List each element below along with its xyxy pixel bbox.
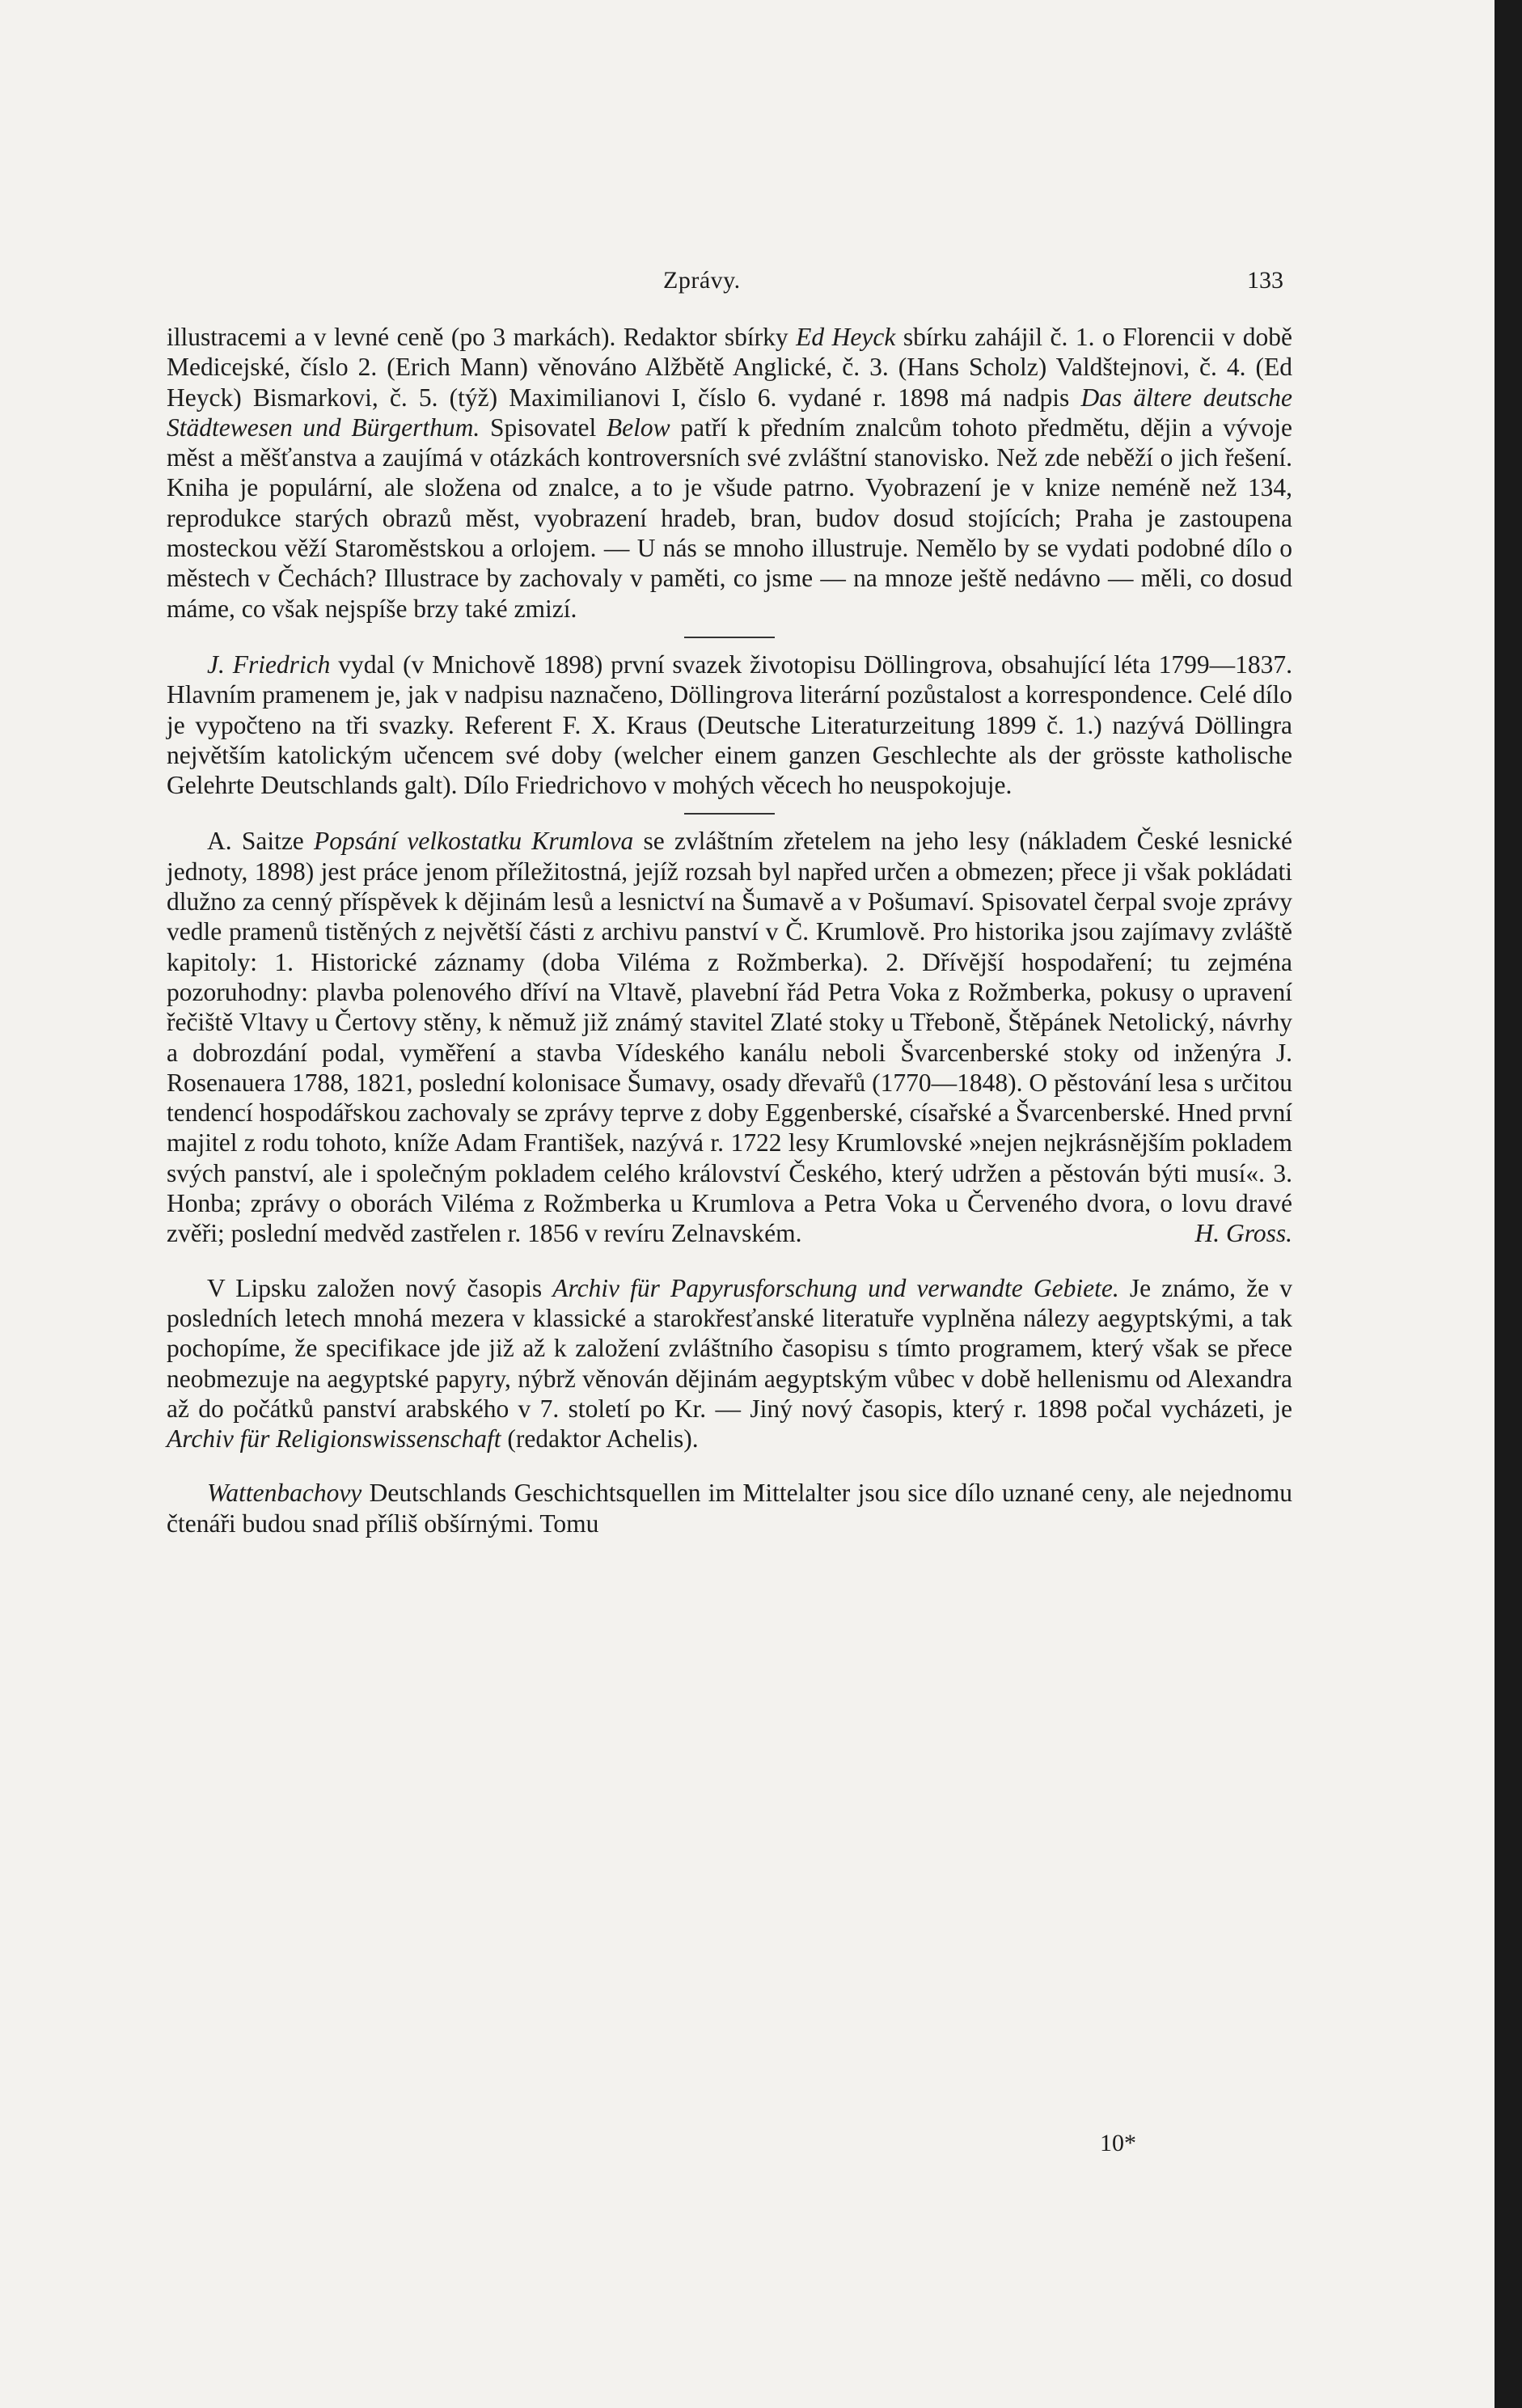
italic-title: Popsání velkostatku Krumlova [313,827,634,856]
article-body [167,322,1292,1538]
paragraph-dollinger-biography [167,650,1292,800]
italic-name: Below [606,413,670,442]
text-run: Spisovatel [480,413,607,442]
text-run: vydal (v Mnichově 1898) první svazek životopisu Döllingrova, obsahující léta 1799—1837. Hlavním pramenem je, jak v nadpisu naznačeno, Döllingrova literární pozůstalost a korrespondence. Celé dílo je vypočteno na tři svazky. Referent F. X. Kraus (Deutsche Literaturzeitung 1899 č. 1.) nazývá Döllingra největším katolickým učencem své doby (welcher einem ganzen Geschlechte als der grösste katholische Gelehrte Deutschlands galt). Dílo Friedrichovo v mohých věcech ho neuspokojuje. [167,650,1292,800]
section-divider [684,813,775,815]
italic-title: Archiv für Papyrusforschung und verwandte Gebiete. [552,1273,1119,1302]
text-run: Je známo, že v posledních letech mnohá mezera v klassické a starokřesťanské literatuře vyplněna nálezy aegyptskými, a tak pochopíme, že specifikace jde již až k založení zvláštního časopisu s tímto programem, který však se přece neobmezuje na aegyptské papyry, nýbrž věnován dějinám aegyptským vůbec v době hellenismu od Alexandra až do počátků panství arabského v 7. století po Kr. — Jiný nový časopis, který r. 1898 počal vycházeti, je [167,1273,1292,1423]
paragraph-krumlov-estate [167,826,1292,1248]
spacer [167,1454,1292,1478]
italic-name: Wattenbachovy [207,1479,362,1508]
text-run: A. Saitze [207,827,314,856]
text-run: Deutschlands Geschichtsquellen im Mittelalter jsou sice dílo uznané ceny, ale nejednomu čtenáři budou snad příliš obšírnými. Tomu [167,1479,1292,1538]
text-run: patří k předním znalcům tohoto předmětu, dějin a vývoje měst a měšťanstva a zaujímá v otázkách kontroversních své zvláštní stanovisko. Než zde neběží o jich řešení. Kniha je populární, ale složena od znalce, a to je všude patrno. Vyobrazení je v knize neméně než 134, reprodukce starých obrazů měst, vyobrazení hradeb, bran, budov dosud stojících; Praha je zastoupena mosteckou věží Staroměstskou a orlojem. — U nás se mnoho illustruje. Nemělo by se vydati podobné dílo o městech v Čechách? Illustrace by zachovaly v paměti, co jsme — na mnoze ještě nedávno — měli, co dosud máme, co však nejspíše brzy také zmizí. [167,413,1292,623]
running-title: Zprávy. [663,267,741,294]
italic-title: Das ältere deutsche Städtewesen und Bürgerthum. [167,383,1292,442]
text-run: sbírku zahájil č. 1. o Florencii v době Medicejské, číslo 2. (Erich Mann) věnováno Alžbětě Anglické, č. 3. (Hans Scholz) Valdštejnovi, č. 4. (Ed Heyck) Bismarkovi, č. 5. (týž) Maximilianovi I, číslo 6. vydané r. 1898 má nadpis [167,323,1292,412]
paragraph-wattenbach [167,1478,1292,1538]
paragraph-papyrus-journal [167,1273,1292,1454]
running-header [0,267,1495,307]
section-divider [684,637,775,638]
signature-mark: 10* [1100,2130,1136,2156]
italic-name: J. Friedrich [207,650,331,679]
page-number: 133 [1247,267,1283,294]
text-run: (redaktor Achelis). [501,1424,699,1454]
spacer [167,1249,1292,1273]
paragraph-illustrated-city-books [167,322,1292,624]
text-run: V Lipsku založen nový časopis [207,1273,553,1302]
italic-title: Archiv für Religionswissenschaft [167,1424,501,1454]
text-run: se zvláštním zřetelem na jeho lesy (nákladem České lesnické jednoty, 1898) jest práce jenom příležitostná, jejíž rozsah byl napřed určen a obmezen; přece ji však pokládati dlužno za cenný příspěvek k dějinám lesů a lesnictví na Šumavě a v Pošumaví. Spisovatel čerpal svoje zprávy vedle pramenů tistěných z největší části z archivu panství v Č. Krumlově. Pro historika jsou zajímavy zvláště kapitoly: 1. Historické záznamy (doba Viléma z Rožmberka). 2. Dřívější hospodaření; tu zejména pozoruhodny: plavba polenového dříví na Vltavě, plavební řád Petra Voka z Rožmberka, pokusy o upravení řečiště Vltavy u Čertovy stěny, k němuž již známý stavitel Zlaté stoky u Třeboně, Štěpánek Netolický, návrhy a dobrozdání podal, vyměření a stavba Vídeského kanálu neboli Švarcenberské stoky od inženýra J. Rosenauera 1788, 1821, poslední kolonisace Šumavy, osady dřevařů (1770—1848). O pěstování lesa s určitou tendencí hospodářskou zachovaly se zprávy teprve z doby Eggenberské, císařské a Švarcenberské. Hned první majitel z rodu tohoto, kníže Adam František, nazývá r. 1722 lesy Krumlovské »nejen nejkrásnějším pokladem svých panství, ale i společným pokladem celého království Českého, který udržen a pěstován býti musí«. 3. Honba; zprávy o oborách Viléma z Rožmberka u Krumlova a Petra Voka u Červeného dvora, o lovu dravé zvěři; poslední medvěd zastřelen r. 1856 v revíru Zelnavském. [167,827,1292,1248]
italic-name: Ed Heyck [796,323,896,351]
text-run: illustracemi a v levné ceně (po 3 markách). Redaktor sbírky [167,323,797,351]
author-signature: H. Gross. [1194,1219,1292,1248]
